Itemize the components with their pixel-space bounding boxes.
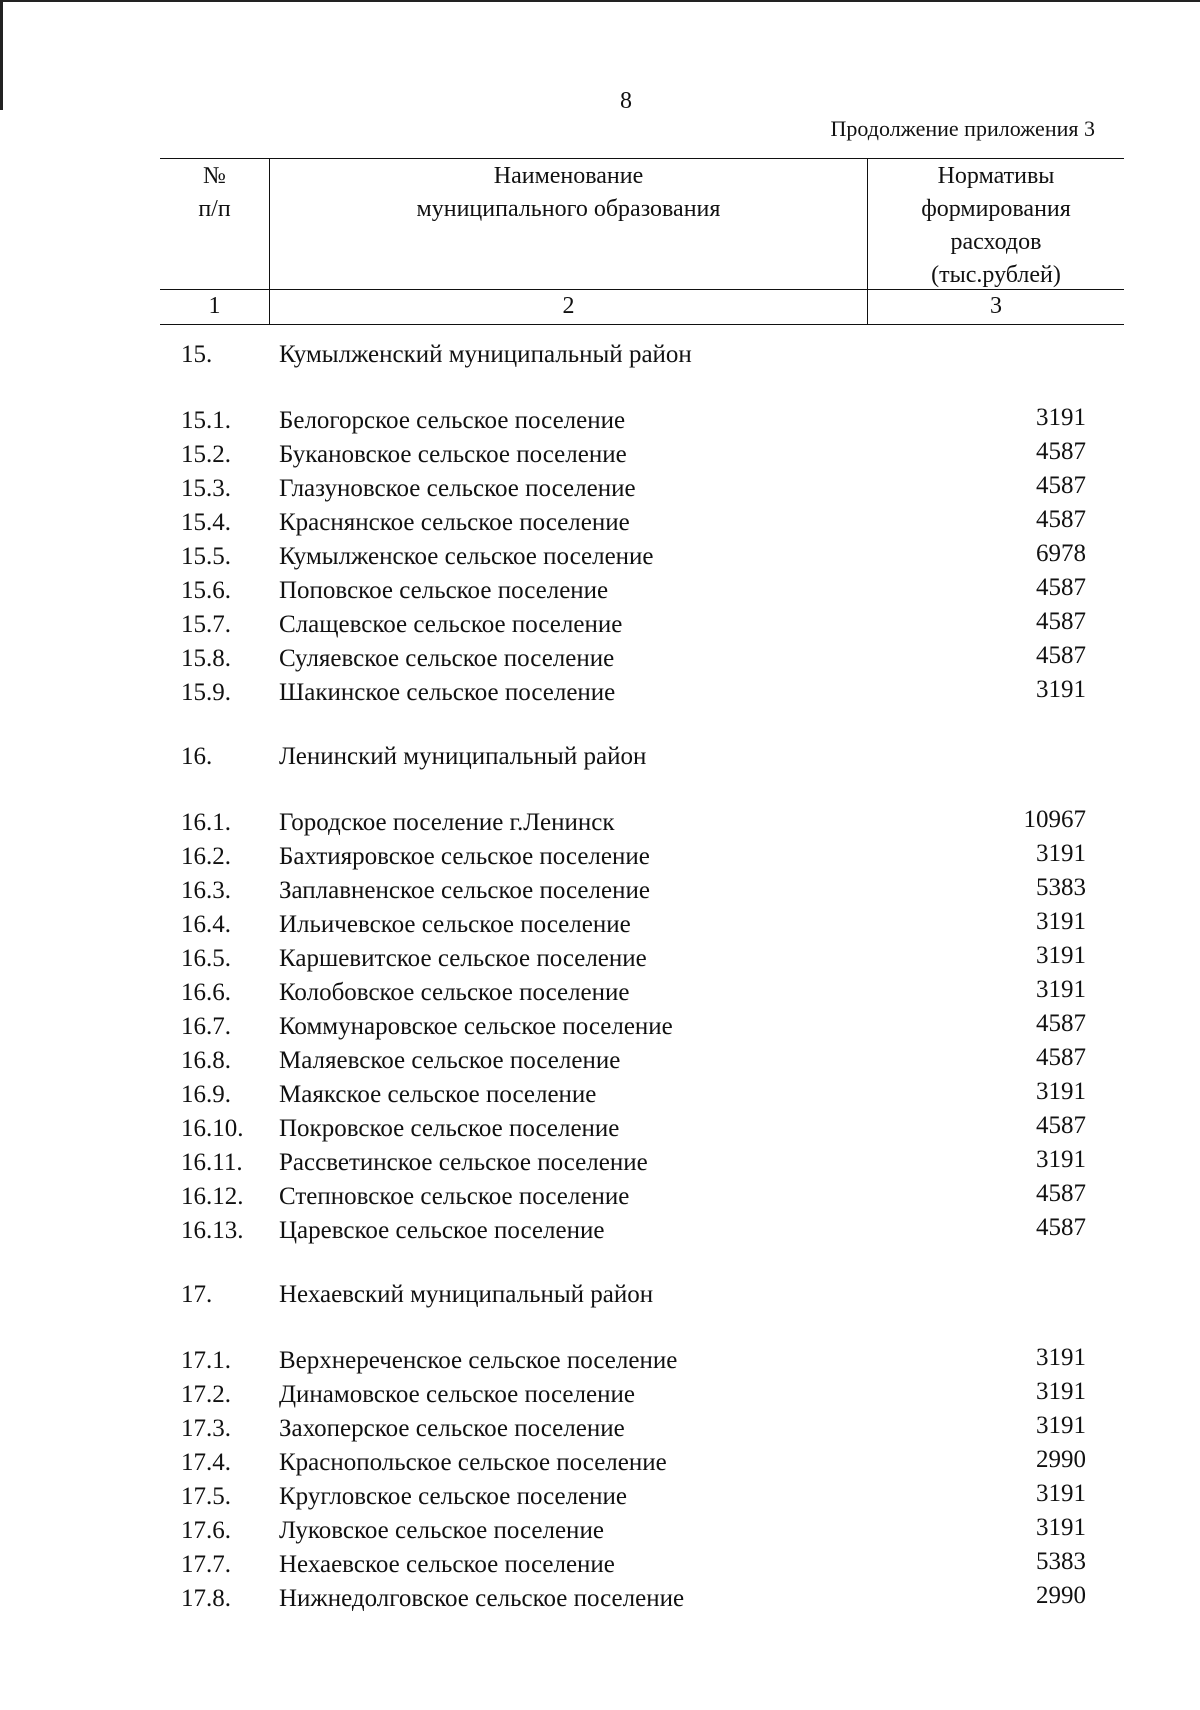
row-number: 15.5. — [181, 543, 231, 570]
settlement-name: Верхнереченское сельское поселение — [279, 1347, 678, 1374]
settlement-name: Покровское сельское поселение — [279, 1115, 620, 1142]
expense-norm-value: 4587 — [1036, 608, 1086, 635]
row-number: 17.2. — [181, 1381, 231, 1408]
district-number: 16. — [181, 743, 213, 770]
header-col-norms — [868, 160, 1124, 292]
settlement-name: Слащевское сельское поселение — [279, 611, 623, 638]
header-col-norms-line4: (тыс.рублей) — [931, 262, 1061, 288]
settlement-name: Маякское сельское поселение — [279, 1081, 597, 1108]
table-row — [0, 1446, 1200, 1480]
row-number: 15.7. — [181, 611, 231, 638]
district-title-row — [0, 338, 1200, 372]
header-col-norms-line1: Нормативы — [937, 163, 1055, 189]
header-col-index-3: 3 — [990, 293, 1002, 319]
row-number: 16.6. — [181, 979, 231, 1006]
header-top-rule — [160, 158, 1124, 159]
row-number: 17.5. — [181, 1483, 231, 1510]
row-number: 15.8. — [181, 645, 231, 672]
table-row — [0, 976, 1200, 1010]
expense-norm-value: 4587 — [1036, 1010, 1086, 1037]
district-number: 17. — [181, 1281, 213, 1308]
expense-norm-value: 4587 — [1036, 506, 1086, 533]
table-row — [0, 404, 1200, 438]
expense-norm-value: 10967 — [1023, 806, 1086, 833]
settlement-name: Коммунаровское сельское поселение — [279, 1013, 673, 1040]
row-number: 16.12. — [181, 1183, 244, 1210]
header-col-index-1: 1 — [208, 293, 221, 319]
expense-norm-value: 5383 — [1036, 1548, 1086, 1575]
settlement-name: Динамовское сельское поселение — [279, 1381, 635, 1408]
expense-norm-value: 5383 — [1036, 874, 1086, 901]
row-number: 17.1. — [181, 1347, 231, 1374]
header-col-name-line2: муниципального образования — [416, 196, 721, 222]
row-number: 16.5. — [181, 945, 231, 972]
header-bottom-rule — [160, 324, 1124, 325]
expense-norm-value: 6978 — [1036, 540, 1086, 567]
row-number: 16.7. — [181, 1013, 231, 1040]
table-row — [0, 438, 1200, 472]
settlement-name: Каршевитское сельское поселение — [279, 945, 647, 972]
row-number: 16.4. — [181, 911, 231, 938]
header-col-norms-line3: расходов — [950, 229, 1042, 255]
row-number: 17.3. — [181, 1415, 231, 1442]
table-row — [0, 1146, 1200, 1180]
settlement-name: Суляевское сельское поселение — [279, 645, 615, 672]
row-number: 17.7. — [181, 1551, 231, 1578]
expense-norm-value: 2990 — [1036, 1582, 1086, 1609]
table-row — [0, 874, 1200, 908]
row-number: 16.8. — [181, 1047, 231, 1074]
expense-norm-value: 3191 — [1036, 404, 1086, 431]
table-body — [0, 338, 1200, 1646]
row-number: 15.9. — [181, 679, 231, 706]
table-row — [0, 608, 1200, 642]
row-number: 16.13. — [181, 1217, 244, 1244]
row-number: 16.3. — [181, 877, 231, 904]
table-row — [0, 1412, 1200, 1446]
expense-norm-value: 4587 — [1036, 1044, 1086, 1071]
header-col-number-line1: № — [203, 163, 226, 189]
settlement-name: Шакинское сельское поселение — [279, 679, 616, 706]
table-row — [0, 642, 1200, 676]
settlement-name: Нехаевское сельское поселение — [279, 1551, 615, 1578]
table-row — [0, 806, 1200, 840]
expense-norm-value: 3191 — [1036, 1412, 1086, 1439]
expense-norm-value: 4587 — [1036, 1112, 1086, 1139]
table-row — [0, 908, 1200, 942]
row-number: 17.8. — [181, 1585, 231, 1612]
district-title-row — [0, 1278, 1200, 1312]
table-header — [160, 158, 1124, 324]
row-number: 16.9. — [181, 1081, 231, 1108]
scan-border-top — [0, 0, 1200, 2]
table-row — [0, 1214, 1200, 1248]
row-number: 16.2. — [181, 843, 231, 870]
settlement-name: Колобовское сельское поселение — [279, 979, 630, 1006]
expense-norm-value: 3191 — [1036, 840, 1086, 867]
header-col-number-line2: п/п — [198, 196, 231, 222]
page-number: 8 — [620, 88, 632, 114]
row-number: 16.11. — [181, 1149, 243, 1176]
expense-norm-value: 4587 — [1036, 642, 1086, 669]
table-row — [0, 676, 1200, 710]
header-col-name-line1: Наименование — [493, 163, 644, 189]
table-row — [0, 1582, 1200, 1616]
settlement-name: Луковское сельское поселение — [279, 1517, 604, 1544]
table-row — [0, 1112, 1200, 1146]
header-col-index-2: 2 — [562, 293, 575, 319]
settlement-name: Нижнедолговское сельское поселение — [279, 1585, 685, 1612]
row-number: 15.1. — [181, 407, 231, 434]
expense-norm-value: 3191 — [1036, 942, 1086, 969]
row-number: 15.3. — [181, 475, 231, 502]
row-number: 17.4. — [181, 1449, 231, 1476]
district-section — [0, 740, 1200, 1248]
settlement-name: Ильичевское сельское поселение — [279, 911, 631, 938]
expense-norm-value: 3191 — [1036, 676, 1086, 703]
row-number: 15.4. — [181, 509, 231, 536]
settlement-name: Царевское сельское поселение — [279, 1217, 605, 1244]
settlement-name: Бахтияровское сельское поселение — [279, 843, 650, 870]
expense-norm-value: 4587 — [1036, 1214, 1086, 1241]
district-section — [0, 338, 1200, 710]
settlement-name: Кругловское сельское поселение — [279, 1483, 628, 1510]
table-row — [0, 472, 1200, 506]
expense-norm-value: 3191 — [1036, 1378, 1086, 1405]
scan-border-left — [0, 0, 3, 110]
expense-norm-value: 4587 — [1036, 1180, 1086, 1207]
expense-norm-value: 4587 — [1036, 574, 1086, 601]
settlement-name: Кумылженское сельское поселение — [279, 543, 654, 570]
district-name: Нехаевский муниципальный район — [279, 1281, 654, 1308]
expense-norm-value: 3191 — [1036, 1146, 1086, 1173]
district-number: 15. — [181, 341, 213, 368]
expense-norm-value: 3191 — [1036, 1514, 1086, 1541]
settlement-name: Степновское сельское поселение — [279, 1183, 630, 1210]
district-title-row — [0, 740, 1200, 774]
expense-norm-value: 3191 — [1036, 1480, 1086, 1507]
row-number: 16.10. — [181, 1115, 244, 1142]
table-row — [0, 506, 1200, 540]
settlement-name: Захоперское сельское поселение — [279, 1415, 625, 1442]
settlement-name: Рассветинское сельское поселение — [279, 1149, 648, 1176]
district-section — [0, 1278, 1200, 1616]
settlement-name: Заплавненское сельское поселение — [279, 877, 650, 904]
district-name: Ленинский муниципальный район — [279, 743, 647, 770]
table-row — [0, 1514, 1200, 1548]
header-col-norms-line2: формирования — [921, 196, 1071, 222]
header-col-number — [160, 160, 269, 226]
expense-norm-value: 4587 — [1036, 438, 1086, 465]
table-row — [0, 540, 1200, 574]
settlement-name: Белогорское сельское поселение — [279, 407, 626, 434]
expense-norm-value: 3191 — [1036, 908, 1086, 935]
table-row — [0, 1344, 1200, 1378]
table-row — [0, 1180, 1200, 1214]
table-row — [0, 942, 1200, 976]
settlement-name: Городское поселение г.Ленинск — [279, 809, 615, 836]
table-row — [0, 1044, 1200, 1078]
settlement-name: Краснопольское сельское поселение — [279, 1449, 667, 1476]
expense-norm-value: 4587 — [1036, 472, 1086, 499]
settlement-name: Букановское сельское поселение — [279, 441, 627, 468]
settlement-name: Поповское сельское поселение — [279, 577, 609, 604]
header-col-name — [270, 160, 867, 226]
settlement-name: Глазуновское сельское поселение — [279, 475, 636, 502]
table-row — [0, 1010, 1200, 1044]
settlement-name: Маляевское сельское поселение — [279, 1047, 621, 1074]
settlement-name: Краснянское сельское поселение — [279, 509, 630, 536]
table-row — [0, 840, 1200, 874]
table-row — [0, 1548, 1200, 1582]
expense-norm-value: 3191 — [1036, 1078, 1086, 1105]
table-row — [0, 574, 1200, 608]
table-row — [0, 1378, 1200, 1412]
expense-norm-value: 3191 — [1036, 1344, 1086, 1371]
row-number: 15.2. — [181, 441, 231, 468]
row-number: 15.6. — [181, 577, 231, 604]
row-number: 17.6. — [181, 1517, 231, 1544]
expense-norm-value: 3191 — [1036, 976, 1086, 1003]
row-number: 16.1. — [181, 809, 231, 836]
table-row — [0, 1078, 1200, 1112]
expense-norm-value: 2990 — [1036, 1446, 1086, 1473]
appendix-continuation-note: Продолжение приложения 3 — [830, 116, 1095, 141]
table-row — [0, 1480, 1200, 1514]
district-name: Кумылженский муниципальный район — [279, 341, 692, 368]
